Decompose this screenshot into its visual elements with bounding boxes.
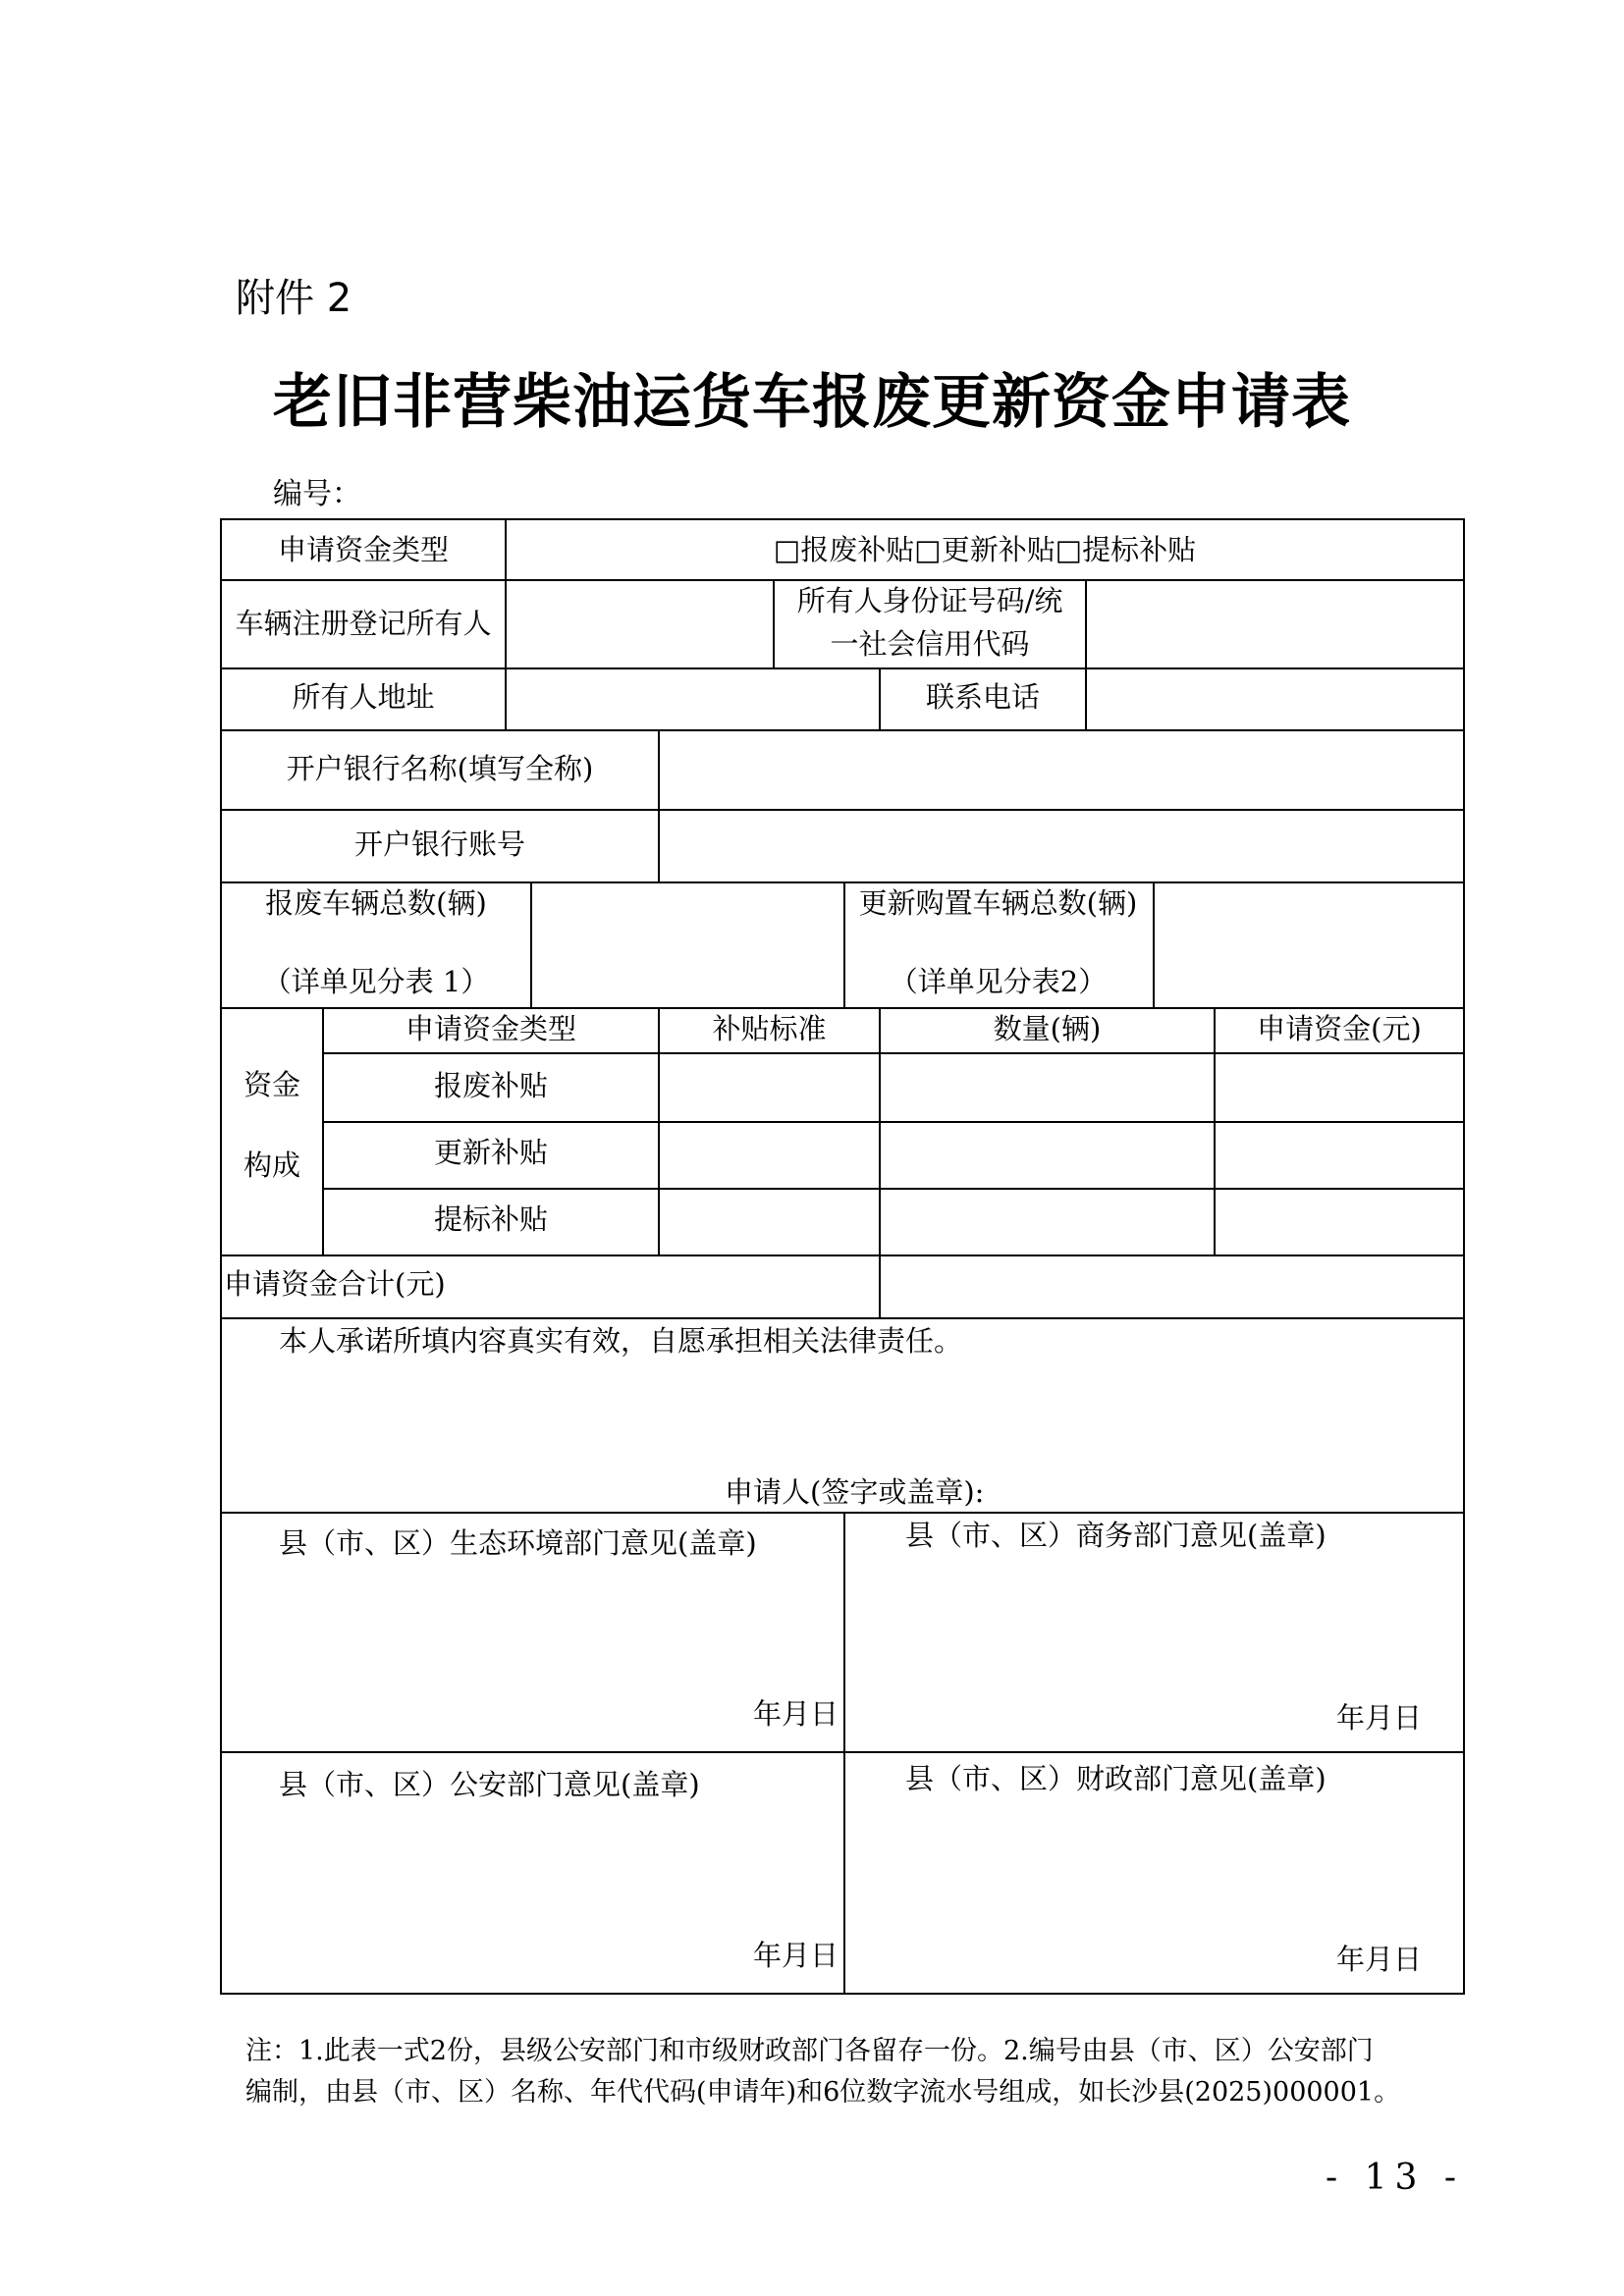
fund-type-label: 申请资金类型 <box>277 533 449 566</box>
applicant-signature: 申请人(签字或盖章): <box>725 1475 985 1509</box>
table-rule <box>222 667 1463 669</box>
renew-total-note: （详单见分表2） <box>889 965 1108 998</box>
column-header: 补贴标准 <box>712 1012 827 1045</box>
table-rule <box>322 1121 1463 1123</box>
phone-label: 联系电话 <box>925 680 1040 714</box>
table-row-label: 更新补贴 <box>433 1136 548 1169</box>
column-header: 申请资金(元) <box>1257 1012 1422 1045</box>
column-header: 申请资金类型 <box>405 1012 576 1045</box>
table-rule <box>322 1188 1463 1190</box>
bank-account-label: 开户银行账号 <box>353 828 525 861</box>
table-rule <box>222 1512 1463 1514</box>
scrap-total-label: 报废车辆总数(辆) <box>265 886 487 920</box>
bank-name-label: 开户银行名称(填写全称) <box>286 752 594 785</box>
table-rule <box>843 1512 845 1993</box>
table-rule <box>530 881 532 1007</box>
table-rule <box>1085 667 1087 729</box>
renew-total-label: 更新购置车辆总数(辆) <box>858 886 1138 920</box>
footnote-line1: 注：1.此表一式2份，县级公安部门和市级财政部门各留存一份。2.编号由县（市、区）公安部门 <box>245 2036 1374 2066</box>
pledge-text: 本人承诺所填内容真实有效，自愿承担相关法律责任。 <box>279 1324 963 1358</box>
table-rule <box>505 579 507 667</box>
fund-type-options[interactable]: □报废补贴□更新补贴□提标补贴 <box>773 533 1197 566</box>
table-rule <box>1153 881 1155 1007</box>
table-rule <box>879 1007 881 1317</box>
env-opinion-label: 县（市、区）生态环境部门意见(盖章) <box>279 1526 757 1560</box>
table-rule <box>505 667 507 729</box>
attachment-label: 附件 2 <box>236 276 352 321</box>
scrap-total-note: （详单见分表 1） <box>262 965 490 998</box>
date-label: 年月日 <box>1335 1701 1422 1735</box>
table-rule <box>658 729 660 881</box>
serial-label: 编号： <box>273 477 361 511</box>
form-title: 老旧非营柴油运货车报废更新资金申请表 <box>273 368 1351 437</box>
police-opinion-label: 县（市、区）公安部门意见(盖章) <box>279 1768 700 1801</box>
table-rule <box>222 1255 1463 1256</box>
date-label: 年月日 <box>1335 1943 1422 1976</box>
commerce-opinion-label: 县（市、区）商务部门意见(盖章) <box>905 1519 1326 1552</box>
table-rule <box>222 729 1463 731</box>
date-label: 年月日 <box>752 1939 839 1972</box>
table-row-label: 报废补贴 <box>433 1069 548 1102</box>
composition-label-line2: 构成 <box>243 1148 300 1182</box>
application-form-table <box>220 518 1465 1995</box>
owner-label: 车辆注册登记所有人 <box>235 607 492 640</box>
page-number: - 13 - <box>1326 2158 1465 2198</box>
footnote-line2: 编制，由县（市、区）名称、年代代码(申请年)和6位数字流水号组成，如长沙县(2025)000001。 <box>245 2077 1401 2108</box>
table-rule <box>222 1751 1463 1753</box>
finance-opinion-label: 县（市、区）财政部门意见(盖章) <box>905 1762 1326 1795</box>
table-rule <box>1085 579 1087 667</box>
table-row-label: 提标补贴 <box>433 1202 548 1236</box>
table-rule <box>222 1317 1463 1319</box>
column-header: 数量(辆) <box>993 1012 1102 1045</box>
owner-id-label-line1: 所有人身份证号码/统 <box>796 584 1063 617</box>
owner-address-label: 所有人地址 <box>292 680 435 714</box>
owner-id-label-line2: 一社会信用代码 <box>830 627 1030 661</box>
date-label: 年月日 <box>752 1697 839 1731</box>
composition-label-line1: 资金 <box>243 1068 300 1101</box>
total-label: 申请资金合计(元) <box>224 1267 446 1301</box>
table-rule <box>222 809 1463 811</box>
table-rule <box>322 1052 1463 1054</box>
